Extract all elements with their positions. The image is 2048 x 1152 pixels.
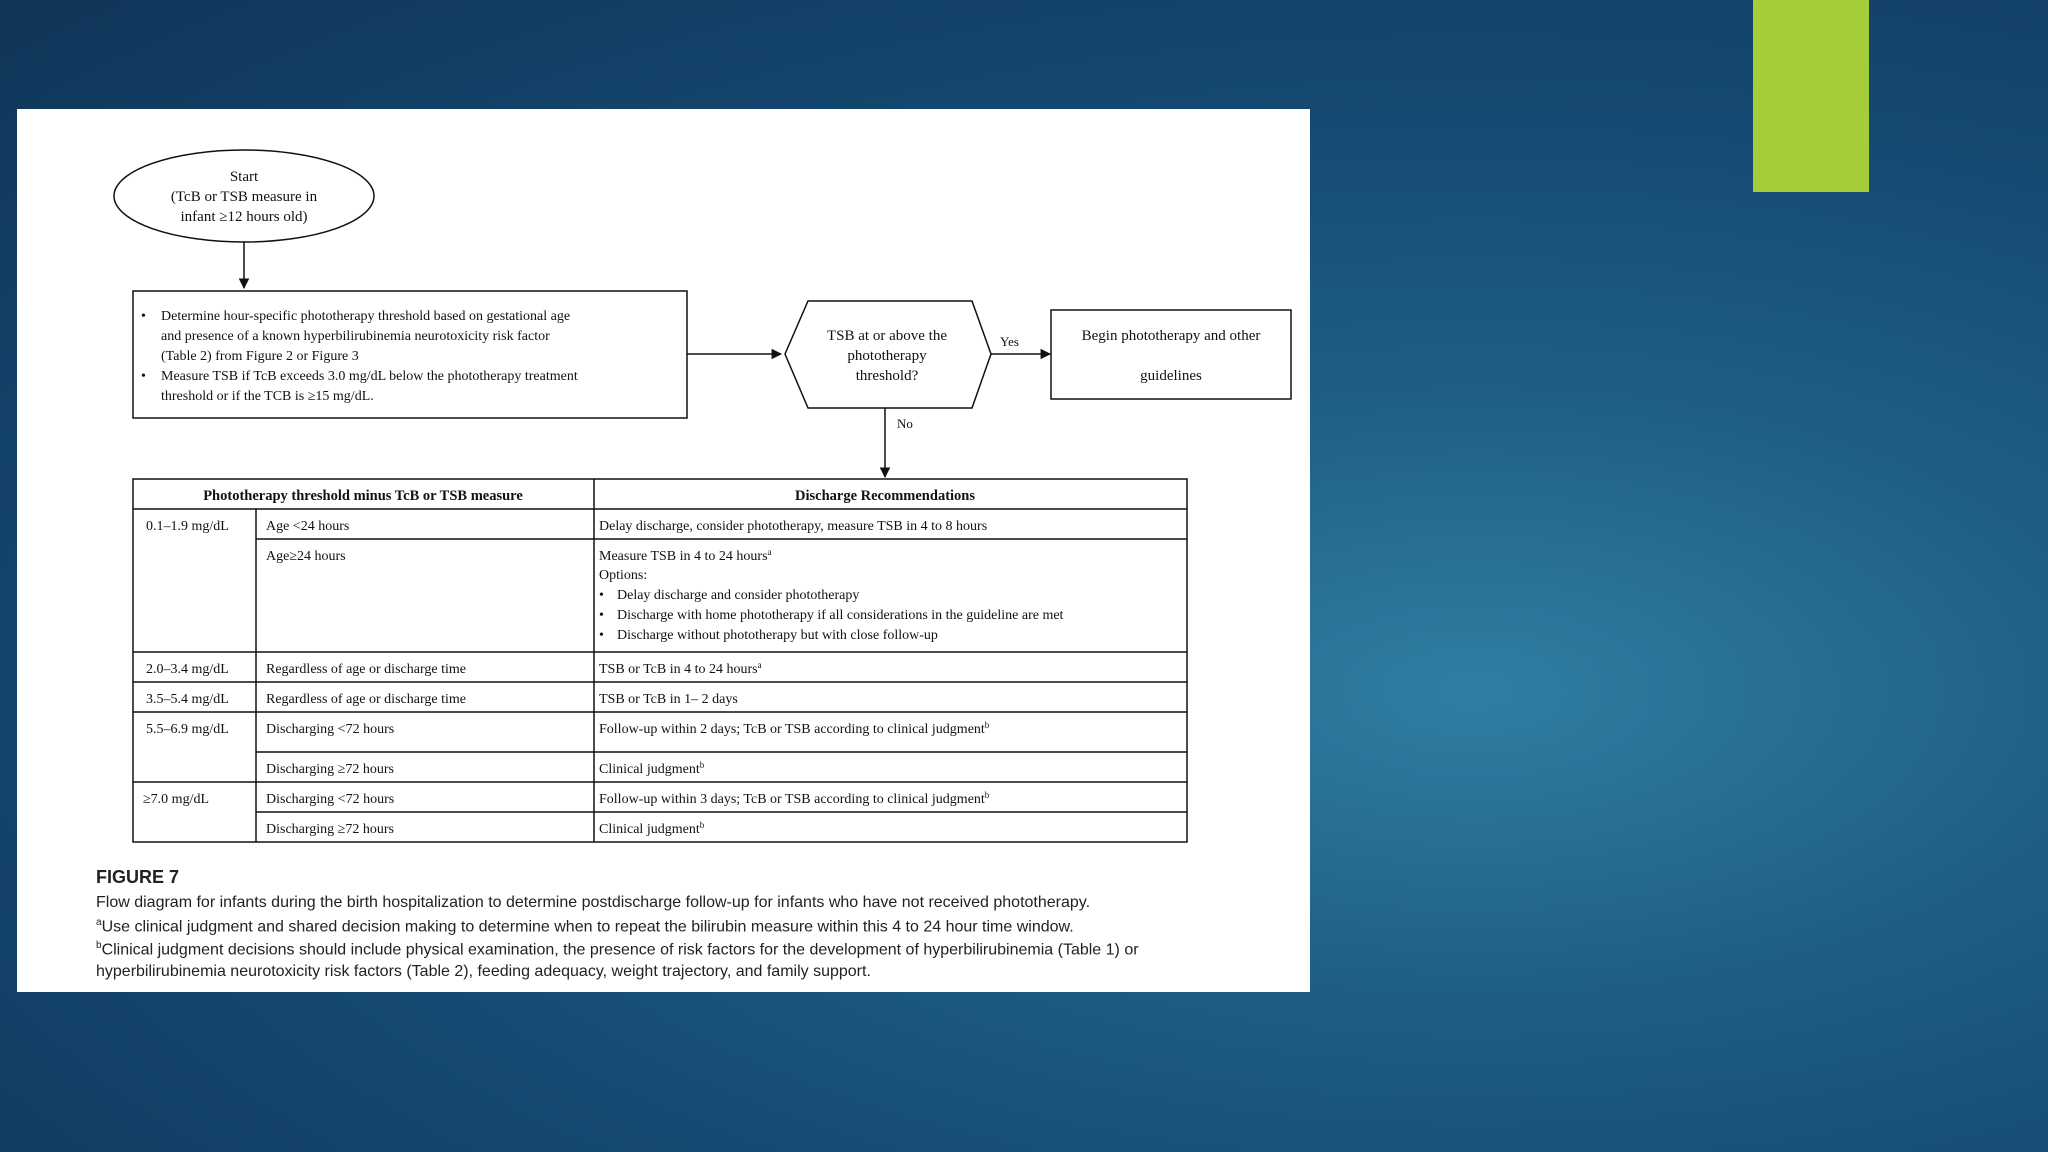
option-bullet: • [599, 628, 604, 643]
rec-text: Measure TSB in 4 to 24 hours [599, 549, 768, 564]
option-item: Discharge without phototherapy but with close follow-up [617, 628, 938, 643]
start-line: (TcB or TSB measure in [170, 189, 318, 205]
footnote-a-text: Use clinical judgment and shared decision making to determine when to repeat the bilirubin measure within this 4 to 24 hour time window. [101, 918, 1074, 936]
option-bullet: • [599, 588, 604, 603]
table-cond: Regardless of age or discharge time [266, 662, 466, 677]
table-cond: Regardless of age or discharge time [266, 692, 466, 707]
footnote-a-mark: a [96, 917, 102, 928]
footnote-b-mark: b [96, 940, 102, 951]
table-rec: Delay discharge, consider phototherapy, measure TSB in 4 to 8 hours [599, 519, 988, 534]
table-cond: Discharging ≥72 hours [266, 822, 394, 837]
step-bullet: • [141, 369, 146, 384]
step-line: (Table 2) from Figure 2 or Figure 3 [161, 349, 359, 364]
table-range: 3.5–5.4 mg/dL [146, 692, 229, 707]
table-rec [599, 820, 705, 837]
yes-label: Yes [1000, 334, 1019, 349]
step-bullet: • [141, 309, 146, 324]
rec-text: Clinical judgment [599, 762, 700, 777]
start-line: Start [229, 169, 259, 185]
footnote-b-cont: hyperbilirubinemia neurotoxicity risk factors (Table 2), feeding adequacy, weight trajectory, and family support. [96, 963, 871, 980]
start-line: infant ≥12 hours old) [180, 209, 308, 225]
table-rec: TSB or TcB in 1– 2 days [599, 692, 738, 707]
table-header: Discharge Recommendations [794, 488, 976, 504]
accent-bar [1753, 0, 1869, 192]
table-range: ≥7.0 mg/dL [143, 792, 210, 807]
option-bullet: • [599, 608, 604, 623]
table-rec [599, 547, 772, 564]
table-header: Phototherapy threshold minus TcB or TSB measure [203, 488, 523, 504]
rec-text: Follow-up within 2 days; TcB or TSB according to clinical judgment [599, 722, 985, 737]
decision-line: threshold? [855, 368, 919, 384]
footnote-mark: b [984, 720, 990, 730]
table-cond: Discharging ≥72 hours [266, 762, 394, 777]
table-cond: Discharging <72 hours [266, 722, 395, 737]
rec-text: Follow-up within 3 days; TcB or TSB according to clinical judgment [599, 792, 985, 807]
outcome-line: guidelines [1140, 368, 1202, 384]
rec-text: Clinical judgment [599, 822, 700, 837]
figure-title: FIGURE 7 [96, 867, 180, 887]
step-line: threshold or if the TCB is ≥15 mg/dL. [161, 389, 374, 404]
footnote-b-text: Clinical judgment decisions should include physical examination, the presence of risk factors for the development of hyperbilirubinemia (Table 1) or [101, 941, 1139, 959]
footnote-b [96, 940, 1139, 959]
table-rec [599, 720, 990, 737]
option-item: Delay discharge and consider phototherapy [617, 588, 860, 603]
table-rec [599, 790, 990, 807]
table-range: 0.1–1.9 mg/dL [146, 519, 229, 534]
step-line: and presence of a known hyperbilirubinemia neurotoxicity risk factor [161, 329, 550, 344]
figure-caption: Flow diagram for infants during the birth hospitalization to determine postdischarge follow-up for infants who have not received phototherapy. [96, 894, 1091, 911]
footnote-mark: b [699, 820, 705, 830]
decision-line: phototherapy [847, 348, 927, 364]
table-rec [599, 760, 705, 777]
table-rec [599, 660, 762, 677]
options-label: Options: [599, 568, 648, 583]
no-label: No [897, 416, 913, 431]
flow-diagram [17, 109, 1310, 992]
outcome-line: Begin phototherapy and other [1081, 328, 1261, 344]
step-line: Determine hour-specific phototherapy threshold based on gestational age [161, 309, 571, 324]
table-cond: Discharging <72 hours [266, 792, 395, 807]
footnote-mark: b [984, 790, 990, 800]
rec-text: TSB or TcB in 4 to 24 hours [599, 662, 758, 677]
option-item: Discharge with home phototherapy if all considerations in the guideline are met [617, 608, 1064, 623]
decision-line: TSB at or above the [827, 328, 947, 344]
outcome-box [1051, 310, 1291, 399]
table-range: 2.0–3.4 mg/dL [146, 662, 229, 677]
table-cond: Age <24 hours [266, 519, 350, 534]
figure-image [17, 109, 1310, 992]
footnote-a [96, 917, 1074, 936]
footnote-mark: b [699, 760, 705, 770]
footnote-mark: a [757, 660, 762, 670]
step-line: Measure TSB if TcB exceeds 3.0 mg/dL below the phototherapy treatment [161, 369, 578, 384]
table-range: 5.5–6.9 mg/dL [146, 722, 229, 737]
footnote-mark: a [767, 547, 772, 557]
table-cond: Age≥24 hours [266, 549, 346, 564]
